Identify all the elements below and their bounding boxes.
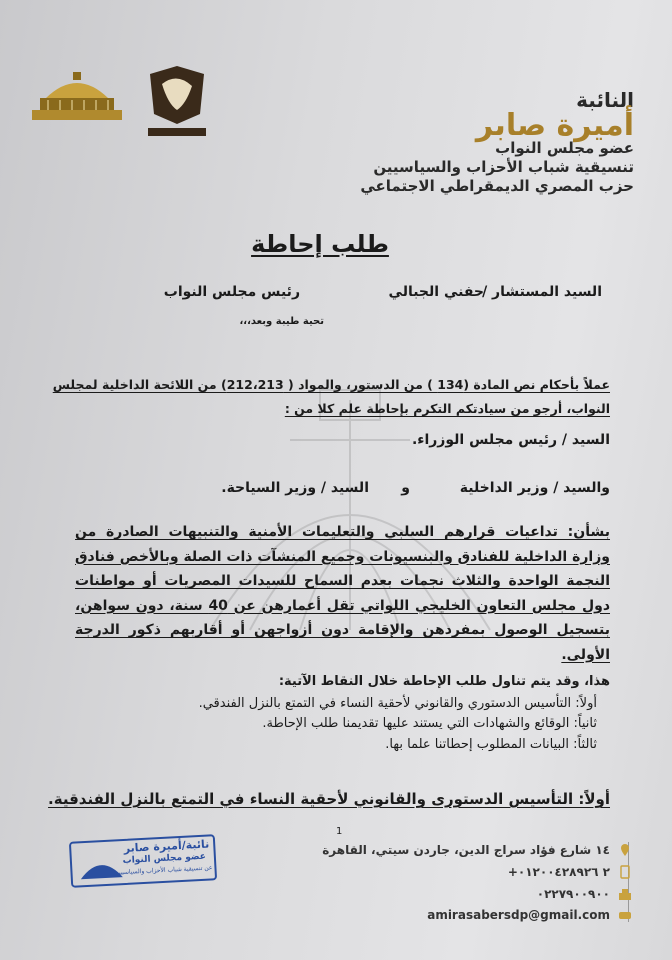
- intro-line-1: عملاً بأحكام نص المادة (134 ) من الدستور، والمواد ( 212،213) من اللائحة الداخلية لمجلس: [52, 377, 610, 392]
- header-line-2: تنسيقية شباب الأحزاب والسياسيين: [373, 158, 634, 176]
- footer-email[interactable]: amirasabersdp@gmail.com: [427, 908, 610, 922]
- point-item: ثالثاً: البيانات المطلوب إحطاتنا علما بها.: [385, 737, 597, 752]
- page-number: 1: [336, 826, 343, 837]
- email-icon: [618, 908, 632, 922]
- party-coordination-logo: [142, 64, 212, 142]
- intro-line-2: النواب، أرجو من سيادتكم التكرم بإحاطة علم كلا من :: [284, 401, 610, 416]
- stamp-dome-icon: [76, 851, 127, 882]
- footer-address: ١٤ شارع فؤاد سراج الدين، جاردن سيتي، القاهرة: [322, 843, 610, 857]
- parliament-logo: [28, 70, 126, 124]
- point-item: أولاً: التأسيس الدستوري والقانوني لأحقية النساء في التمتع بالنزل الفندقي.: [198, 696, 597, 711]
- header-title-label: النائبة: [576, 88, 634, 112]
- contact-phone: [537, 887, 632, 901]
- official-stamp: نائبة/أميرة صابر عضو مجلس النواب عن تنسيقية شباب الأحزاب والسياسيين: [69, 834, 217, 888]
- document-title: طلب إحاطة: [251, 230, 389, 258]
- contact-email: [427, 908, 632, 922]
- recipient-prime-minister: السيد / رئيس مجلس الوزراء.: [411, 432, 610, 448]
- addressee-role: رئيس مجلس النواب: [163, 284, 300, 300]
- footer-mobile: +٢ ٠١٢٠٠٤٢٨٩٢٦: [507, 865, 610, 879]
- location-pin-icon: [618, 843, 632, 857]
- points-intro: هذا، وقد يتم تناول طلب الإحاطة خلال النقاط الآتية:: [278, 674, 610, 689]
- greeting: تحية طيبة وبعد،،،: [239, 316, 324, 327]
- point-item: ثانياً: الوقائع والشهادات التي يستند عليها تقديمنا طلب الإحاطة.: [262, 716, 597, 731]
- section-heading: أولاً: التأسيس الدستورى والقانوني لأحقية النساء في التمتع بالنزل الفندقية.: [48, 790, 610, 808]
- addressee-prefix: السيد المستشار /: [482, 284, 602, 300]
- footer-phone: ٠٢٢٧٩٠٠٩٠٠: [536, 887, 610, 901]
- contact-mobile: [508, 865, 632, 879]
- recipient-tourism-minister: السيد / وزير السياحة.: [221, 480, 369, 496]
- fax-icon: [618, 887, 632, 901]
- recipient-interior-minister: والسيد / وزير الداخلية: [459, 480, 610, 496]
- header-name: أميرة صابر: [475, 108, 634, 143]
- mobile-phone-icon: [618, 865, 632, 879]
- subject-paragraph: بشأن: تداعيات قرارهم السلبي والتعليمات الأمنية والتنبيهات الصادرة من وزارة الداخلية للفنادق والبنسيونات وجميع المنشآت ذات الصلة وبالأخص فنادق النجمة الواحدة والثلاث نجمات بعدم السماح للسيدات المصريات أو مواطنات دول مجلس التعاون الخليجي اللواتي تقل أعمارهن عن 40 سنة، دون سواهن، بتسجيل الوصول بمفردهن والإقامة دون أزواجهن أو أقاربهم ذكور الدرجة الأولى.: [75, 524, 610, 663]
- header-line-1: عضو مجلس النواب: [495, 139, 634, 157]
- recipient-and: و: [401, 480, 410, 496]
- addressee-name: حفني الجبالي: [388, 284, 484, 300]
- header-line-3: حزب المصري الديمقراطي الاجتماعي: [360, 177, 634, 195]
- contact-address: [322, 843, 632, 857]
